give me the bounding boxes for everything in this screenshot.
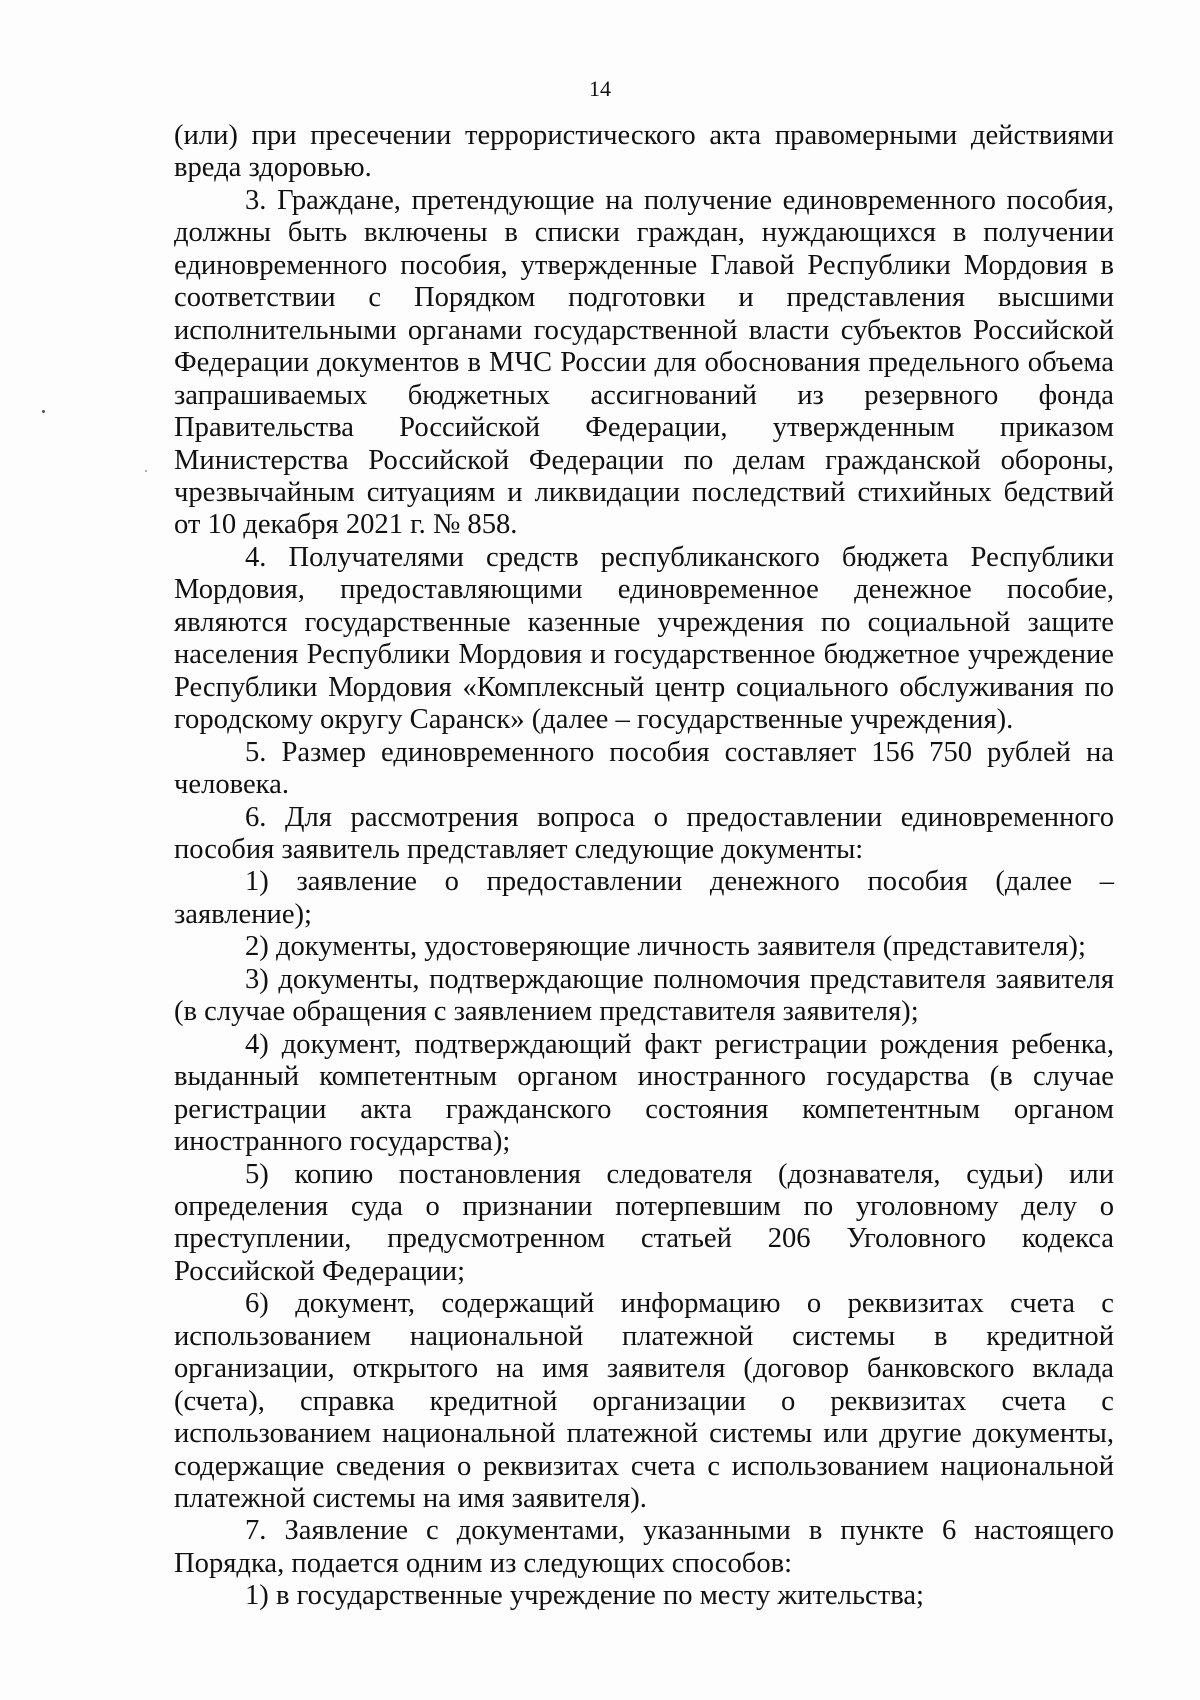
subitem-6-4: 4) документ, подтверждающий факт регистрации рождения ребенка, выданный компетентным органом иностранного государства (в случае регистрации акта гражданского состояния компетентным органом иностранного государства); (174, 1028, 1114, 1158)
subitem-6-3: 3) документы, подтверждающие полномочия представителя заявителя (в случае обращения с заявлением представителя заявителя); (174, 963, 1114, 1028)
subitem-7-1: 1) в государственные учреждение по месту жительства; (245, 1580, 924, 1612)
subitem-6-5: 5) копию постановления следователя (дознавателя, судьи) или определения суда о признании потерпевшим по уголовному делу о преступлении, предусмотренном статьей 206 Уголовного кодекса Российской Федерации; (174, 1158, 1114, 1287)
paragraph-item-7: 7. Заявление с документами, указанными в пункте 6 настоящего Порядка, подается одним из следующих способов: (174, 1515, 1114, 1579)
subitem-6-2: 2) документы, удостоверяющие личность заявителя (представителя); (245, 931, 1086, 963)
paragraph-continuation: (или) при пресечении террористического акта правомерными действиями вреда здоровью. (174, 120, 1114, 184)
paragraph-item-4: 4. Получателями средств республиканского бюджета Республики Мордовия, предоставляющими единовременное денежное пособие, являются государственные казенные учреждения по социальной защите населения Республики Мордовия и государственное бюджетное учреждение Республики Мордовия «Комплексный центр социального обслуживания по городскому округу Саранск» (далее – государственные учреждения). (174, 541, 1114, 736)
subitem-6-6: 6) документ, содержащий информацию о реквизитах счета с использованием национальной платежной системы в кредитной организации, открытого на имя заявителя (договор банковского вклада (счета), справка кредитной организации о реквизитах счета с использованием национальной платежной системы или другие документы, содержащие сведения о реквизитах счета с использованием национальной платежной системы на имя заявителя). (174, 1288, 1114, 1515)
paragraph-item-3: 3. Граждане, претендующие на получение единовременного пособия, должны быть включены в списки граждан, нуждающихся в получении единовременного пособия, утвержденные Главой Республики Мордовия в соответствии с Порядком подготовки и представления высшими исполнительными органами государственной власти субъектов Российской Федерации документов в МЧС России для обоснования предельного объема запрашиваемых бюджетных ассигнований из резервного фонда Правительства Российской Федерации, утвержденным приказом Министерства Российской Федерации по делам гражданской обороны, чрезвычайным ситуациям и ликвидации последствий стихийных бедствий от 10 декабря 2021 г. № 858. (174, 184, 1114, 541)
document-body (174, 120, 1114, 1613)
page-number: 14 (589, 76, 611, 101)
scan-artifact (145, 470, 147, 472)
scan-artifact (42, 410, 45, 413)
paragraph-item-5: 5. Размер единовременного пособия составляет 156 750 рублей на человека. (174, 736, 1114, 801)
paragraph-item-6: 6. Для рассмотрения вопроса о предоставлении единовременного пособия заявитель представляет следующие документы: (174, 801, 1114, 865)
subitem-6-1: 1) заявление о предоставлении денежного пособия (далее – заявление); (174, 866, 1114, 930)
